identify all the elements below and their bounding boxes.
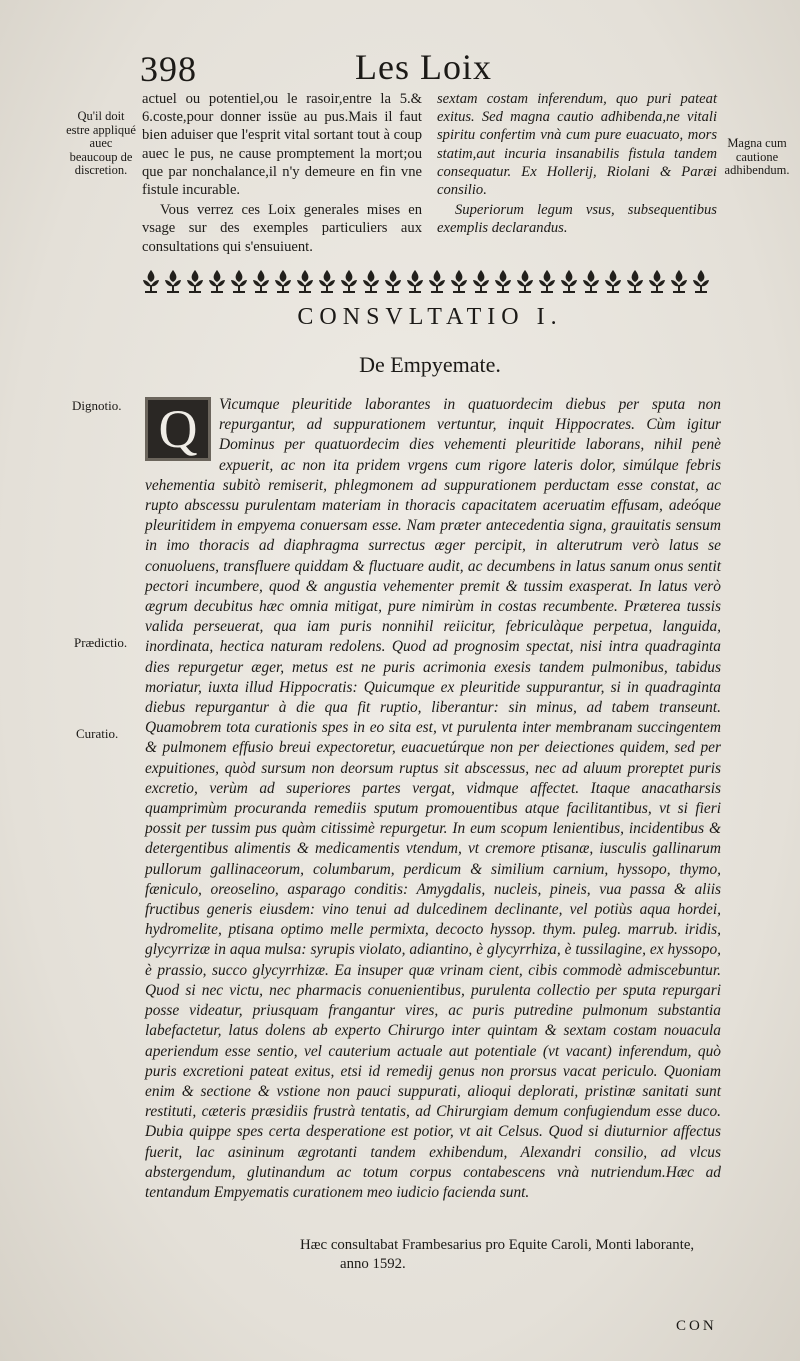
consultation-body-text: Vicumque pleuritide laborantes in quatuordecim diebus per sputa non repurgantur, ad suppurationem vertuntur, inquit Hippocrates. Cùm igitur Dominus per quatuordecim dies vehementi pleuritide laborans, nihil penè expuerit, ac non ita pridem vrgens cum rigore lateris dolor, simúlque febris vehementia subitò remiserit, phlegmonem ad suppurationem perductam esse constat, ac rupto abscessu purulentam materiam in thoracis capacitatem aceruatim effusam, adeóque pleuritidem in empyema conuersam esse. Nam præter antecedentia signa, grauitatis sensum in imo thoracis ad diaphragma surrectus æger percipit, in alterutrum verò latus se conuoluens, transfluere quiddam & fluctuare audit, ac decumbens in latus sanum onus sentit pectori incumbere, quod & angustia vehementer premit & tussim exasperat. In latus verò ægrum decubitus hæc omnia mitigat, pure nimirùm in costas recumbente. Præterea tussis valida perseuerat, qua iam puris nonnihil reiicitur, febriculàque perpetua, languida, inordinata, hectica naturam redolens. Quod ad prognosim spectat, nisi intra quadraginta dies repurgetur æger, metus est ne puris acrimonia exesis tandem pulmonibus, tabidus moriatur, iuxta illud Hippocratis: Quicumque ex pleuritide suppurantur, si in quadraginta diebus repurgantur à die qua fit ruptio, liberantur: sin minus, ad tabem transeunt. Quamobrem tota curationis spes in eo sita est, vt purulenta inter membranam succingentem & pulmonem effusio breui expectoretur, euacuetúrque non per deiectiones quidem, sed per expuitiones, quòd sursum non deorsum ruptus sit abscessus, nec ad aluum proreptet puris excretio, verùm ad superiores partes vergat, vidmque affectet. Itaque anacatharsis quamprimùm procuranda remediis sputum promouentibus atque facilitantibus, vt si fieri possit per tussim pus quàm citissimè repurgetur. In eum scopum lenientibus, incidentibus & detergentibus alimentis & medicamentis vtendum, vt cremore ptisanæ, iusculis gallinarum pullorum gallinaceorum, columbarum, perdicum & similium carnium, hyssopo, thymo, fæniculo, oreoselino, asparago conditis: Amygdalis, nucleis, pineis, vua passa & aliis fructibus generis eiusdem: vino tenui ad dulcedinem declinante, vel potiùs aqua hordei, hydromelite, ptisana optimo melle permixta, decocto hyssop. thym. puleg. marrub. iridis, glycyrrizæ in aqua mulsa: syrupis violato, adiantino, è glycyrrhiza, è tussilagine, ex hyssopo, è prassio, succo glycyrrhizæ. Ea insuper quæ vrinam cient, cibis commodè admiscebuntur. Quod si nec victu, nec pharmacis conuenientibus, purulenta collectio per sputa repurgari posse videatur, priusquam frangantur vires, ac puris putredine pulmonum substantia labefactetur, latus dolens ab experto Chirurgo inter quintam & sextam costam nouacula aperiendum esse sentio, vel cauterium actuale aut potentiale (vt vacant) inferendum, quò puris excretioni pateat exitus, etsi id remedij genus non prorsus vacat periculo. Quoniam enim & sectione & vstione non pauci suppurati, alioqui deplorati, pristinæ sanitati sunt restituti, cæteris præsidiis frustrà tentatis, ad Chirurgiam demum confugiendum esse duco. Dubia quippe spes certa desperatione est potior, vt ait Celsus. Quod si diuturnior affectus fuerit, lac asininum ægrotanti tandem exhibendum, Alexandri consilio, ad vlcus abstergendum, glutinandum ac totum corpus contabescens vnà nutriendum.Hæc ad tentandum Empyematis curationem meo iudicio facienda sunt.	[145, 396, 721, 1201]
catchword: CON	[676, 1318, 717, 1334]
consultation-body	[145, 395, 721, 1203]
margin-note-dignotio: Dignotio.	[72, 398, 122, 413]
latin-column	[437, 90, 717, 238]
closing-line: Hæc consultabat Frambesarius pro Equite Caroli, Monti laborante,	[300, 1237, 695, 1253]
french-column	[142, 90, 422, 256]
margin-note-cautione: Magna cum cautione adhibendum.	[724, 136, 790, 177]
margin-note-application: Qu'il doit estre appliqué auec beaucoup de discretion.	[66, 109, 136, 177]
margin-note-curatio: Curatio.	[76, 726, 119, 741]
ornamental-border	[140, 266, 720, 296]
consultation-subtitle: De Empyemate.	[359, 352, 501, 377]
french-paragraph: Vous verrez ces Loix generales mises en vsage sur des exemples particuliers aux consultations qui s'ensuiuent.	[142, 202, 422, 255]
consultation-title: CONSVLTATIO I.	[297, 304, 563, 330]
latin-paragraph: sextam costam inferendum, quo puri pateat exitus. Sed magna cautio adhibenda,ne vitali spiritu confertim vnà cum pure euacuato, mors statim,aut incuria insanabilis fistula tandem consequatur. Ex Hollerij, Riolani & Paræi consilio.	[437, 91, 717, 199]
drop-cap-initial: Q	[145, 397, 211, 461]
closing-attribution	[300, 1236, 720, 1274]
margin-note-praedictio: Prædictio.	[74, 635, 128, 650]
running-title: Les Loix	[355, 47, 492, 87]
page-number: 398	[140, 49, 197, 89]
latin-paragraph: Superiorum legum vsus, subsequentibus exemplis declarandus.	[437, 202, 717, 237]
closing-year: anno 1592.	[340, 1256, 406, 1272]
french-paragraph: actuel ou potentiel,ou le rasoir,entre la 5.& 6.coste,pour donner issüe au pus.Mais il faut bien aduiser que l'esprit vital sortant tout à coup auec le pus, ne cause promptement la mort;ou que par nonchalance,il n'y demeure en fin vne fistule incurable.	[142, 91, 422, 199]
